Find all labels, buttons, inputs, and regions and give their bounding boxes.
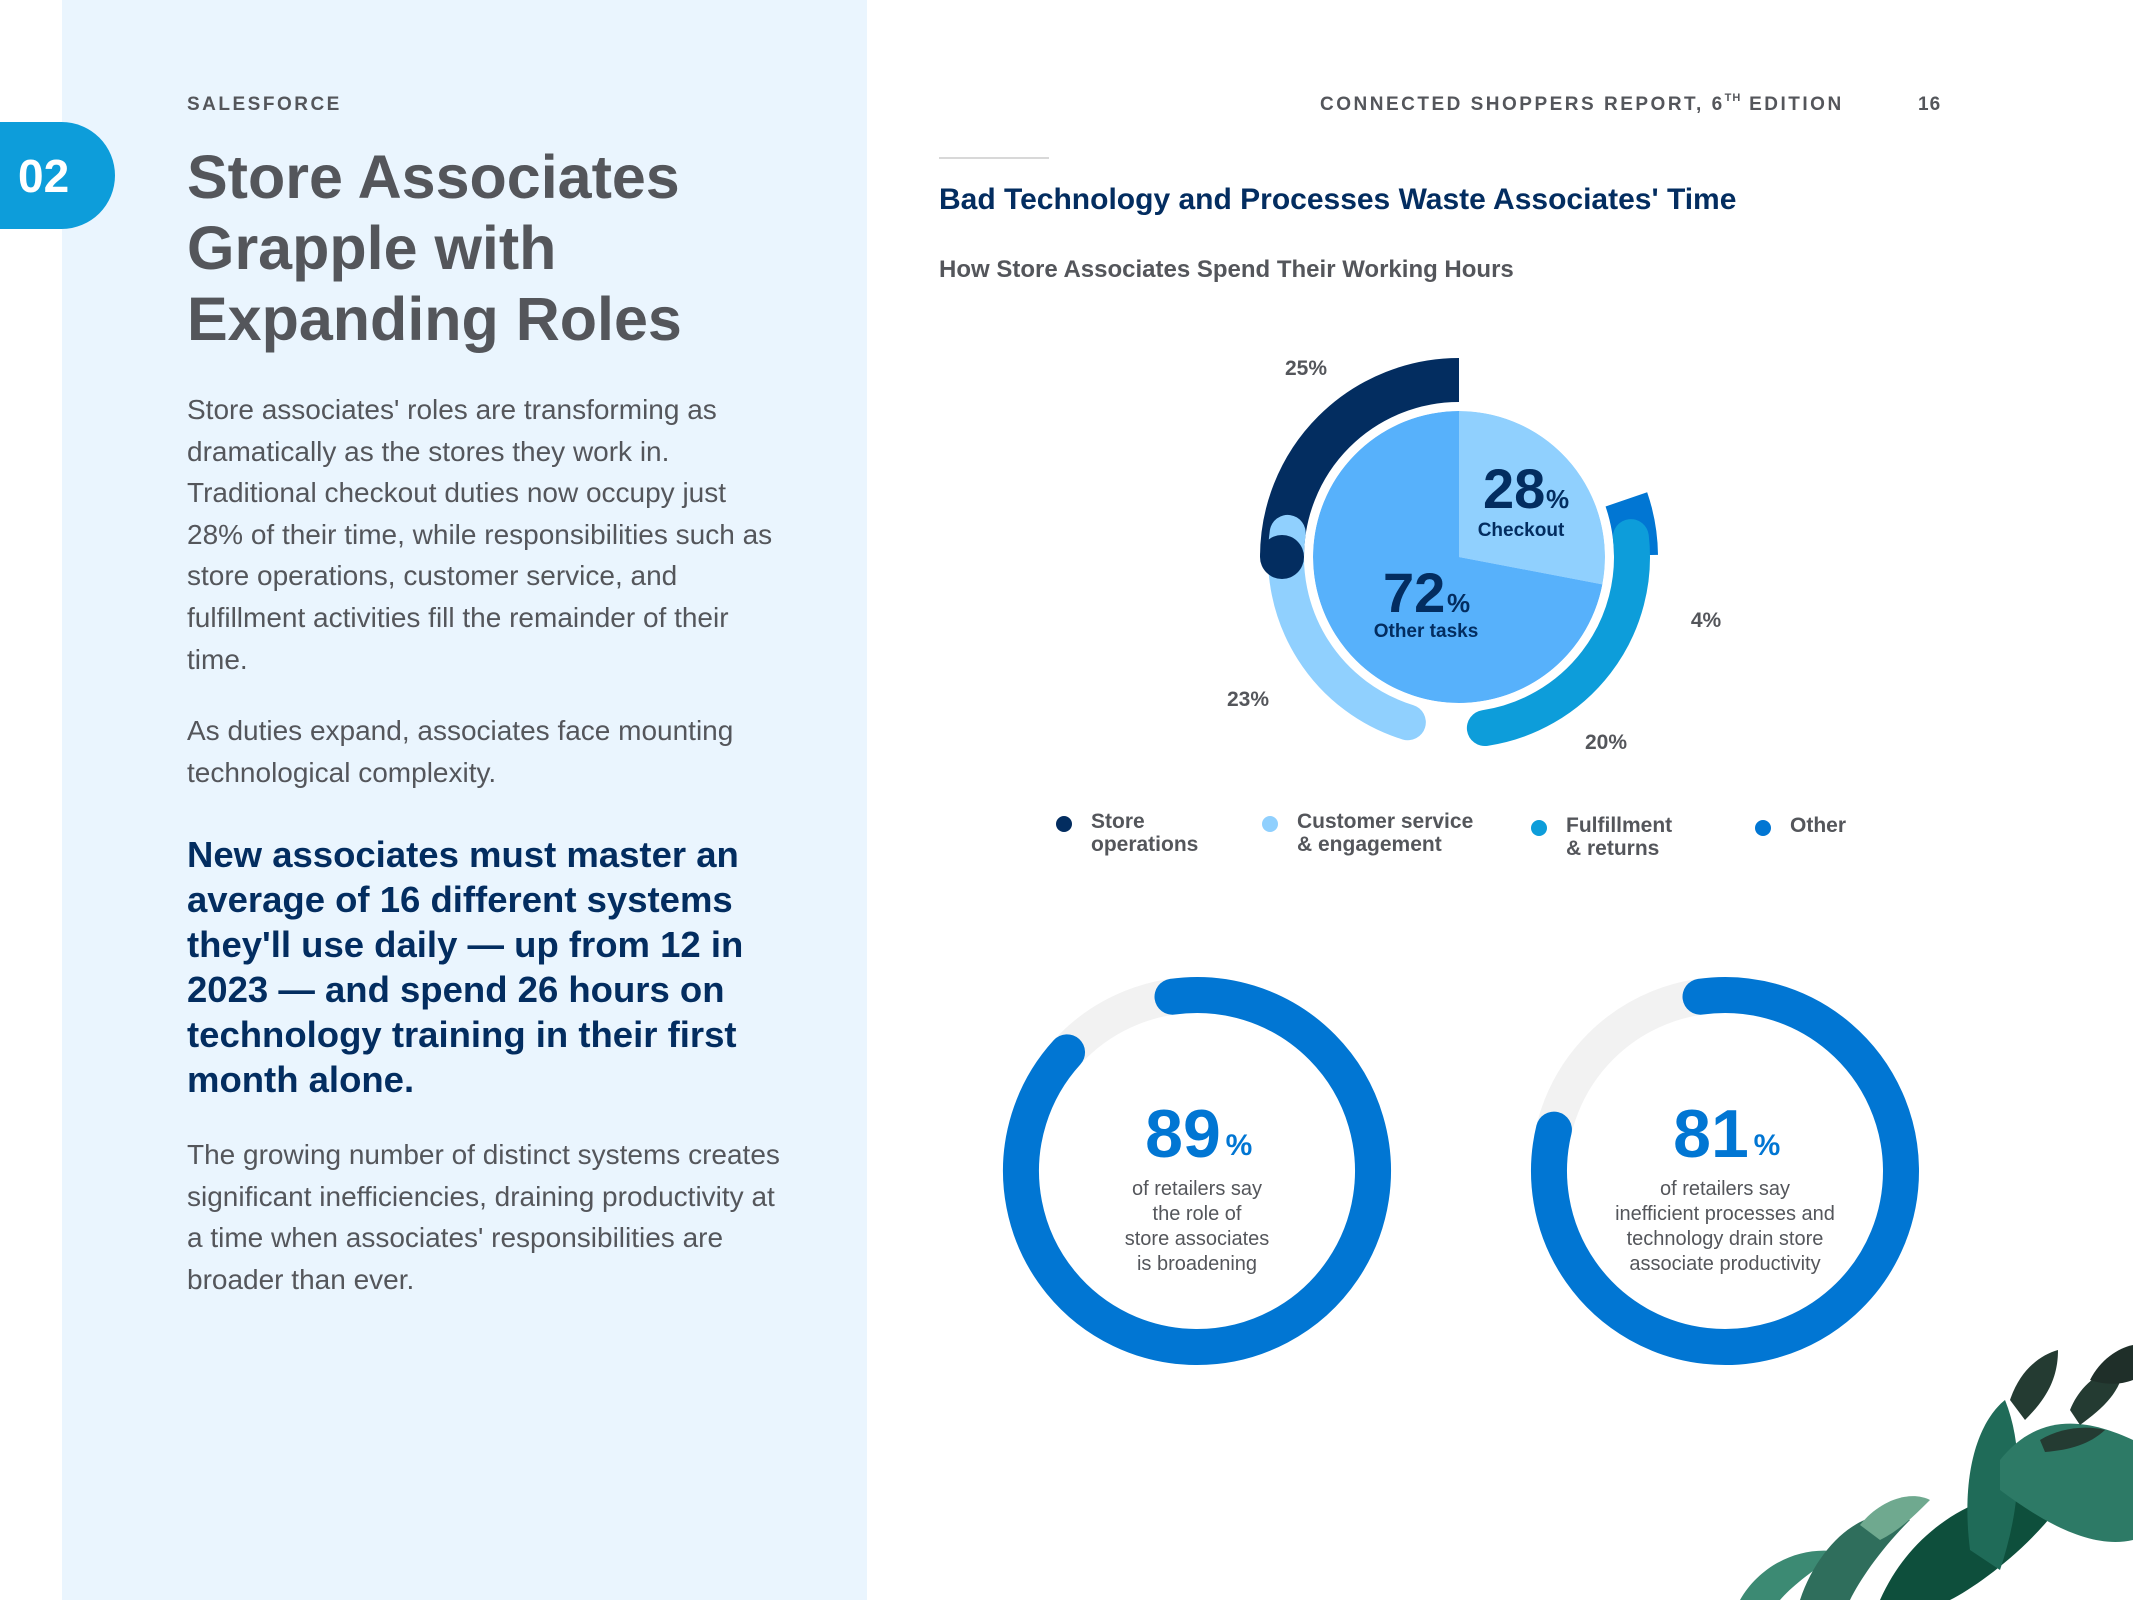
pie-value-other-tasks: 72 <box>1383 561 1446 624</box>
chart-title: Bad Technology and Processes Waste Associates' Time <box>939 183 1737 216</box>
donut-role-broadening-caption-line: of retailers say <box>1131 1178 1263 1200</box>
transition-paragraph: As duties expand, associates face mounting technological complexity. <box>187 715 734 788</box>
closing-paragraph: The growing number of distinct systems creates significant inefficiencies, draining productivity at a time when associates' responsibilities are broader than ever. <box>187 1139 780 1295</box>
ring-label-customer-service: 23% <box>1226 688 1270 711</box>
legend-item-other: Other <box>1755 814 1980 837</box>
donut-role-broadening-value: 89 <box>1145 1096 1221 1172</box>
donut-productivity-drain-caption-line: associate productivity <box>1629 1253 1821 1275</box>
legend-item-fulfillment: Fulfillment & returns <box>1531 814 1756 860</box>
page-number: 16 <box>1918 94 1942 115</box>
legend-dot <box>1262 816 1278 832</box>
legend-dot <box>1531 820 1547 836</box>
callout-statement: New associates must master an average of 16 different systems they'll use daily — up from 12 in 2023 — and spend 26 hours on technology training in their first month alone. <box>187 834 744 1100</box>
intro-paragraph: Store associates' roles are transforming as dramatically as the stores they work in. Traditional checkout duties now occupy just 28% of their time, while responsibilities such as store operations, customer service, and fulfillment activities fill the remainder of their time. <box>187 394 773 675</box>
plant-illustration <box>1740 1340 2133 1600</box>
chart-subtitle: How Store Associates Spend Their Working Hours <box>939 256 1514 283</box>
donut-role-broadening-caption-line: is broadening <box>1136 1253 1258 1275</box>
page-title: Store Associates Grapple with Expanding Roles <box>187 143 682 353</box>
ring-cap-store-operations <box>1260 535 1304 579</box>
donut-productivity-drain-unit: % <box>1753 1129 1781 1162</box>
donut-role-broadening-caption-line: store associates <box>1124 1228 1270 1250</box>
ring-label-fulfillment: 20% <box>1584 731 1628 754</box>
donut-role-broadening-caption-line: the role of <box>1152 1203 1242 1225</box>
ring-label-store-operations: 25% <box>1284 357 1328 380</box>
pie-value-checkout: 28 <box>1483 457 1546 520</box>
donut-productivity-drain-caption-line: technology drain store <box>1626 1228 1824 1250</box>
pie-label-other-tasks: Other tasks <box>1373 621 1479 642</box>
legend-item-customer-service: Customer service & engagement <box>1262 810 1487 856</box>
donut-productivity-drain-caption-line: inefficient processes and <box>1615 1203 1835 1225</box>
legend-dot <box>1755 820 1771 836</box>
pie-label-checkout: Checkout <box>1477 520 1565 541</box>
section-number: 02 <box>18 149 70 202</box>
legend-item-store-operations: Store operations <box>1056 810 1281 856</box>
pie-unit-checkout: % <box>1546 484 1570 514</box>
ring-label-other: 4% <box>1690 609 1722 632</box>
legend-dot <box>1056 816 1072 832</box>
donut-productivity-drain-caption-line: of retailers say <box>1659 1178 1791 1200</box>
report-title: CONNECTED SHOPPERS REPORT, 6TH EDITION <box>1320 92 1844 115</box>
donut-productivity-drain-value: 81 <box>1673 1096 1749 1172</box>
pie-unit-other-tasks: % <box>1447 588 1471 618</box>
brand-name: SALESFORCE <box>187 94 342 115</box>
donut-role-broadening-unit: % <box>1225 1129 1253 1162</box>
